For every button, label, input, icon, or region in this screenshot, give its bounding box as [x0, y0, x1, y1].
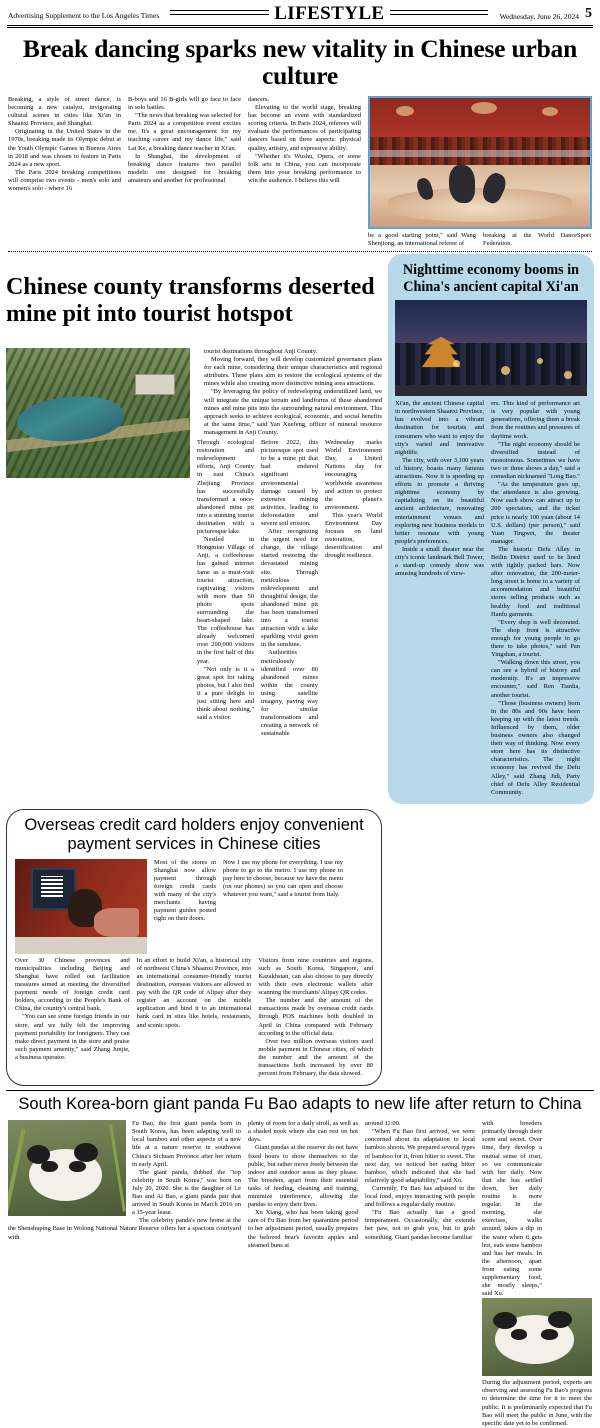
story-mine-pit — [6, 254, 382, 804]
masthead — [6, 0, 594, 23]
story-night-economy-headline: Nighttime economy booms in China's ancient capital Xi'an — [402, 262, 580, 295]
masthead-right — [499, 8, 592, 23]
photo-panda-eye-right-2 — [541, 1329, 558, 1339]
story-credit-card-bottom — [15, 957, 373, 1078]
photo-panda-eye-right — [69, 1161, 86, 1173]
story-mine-pit-columns — [197, 348, 382, 437]
story-breakdancing — [6, 28, 594, 252]
story-credit-card-column-3: Visitors from nine countries and regions, such as South Korea, Singapore, and Kazakhstan, can also choose to pay directly with their own electronic wallets after scanning the merchants' Alipay QR codes. The number and the amount of the transactions made by overseas credit cards through POS machines both doubled in April in China compared with February according to the official data. Over two million overseas visitors used mobile payment in Chinese cities, of which the number and the amount of the transactions both increased by over 80 percent from February, the data showed. — [258, 956, 374, 1078]
photo-panda-ear-right-2 — [548, 1311, 572, 1328]
story-panda-column-1: Fu Bao, the first giant panda born in South Korea, has been adapting well to local bamboo and other aspects of a new life at a nature reserve in southwest China's Sichuan Province after her return in early April. The giant panda, dubbed the "top celebrity in South Korea," was born on July 20, 2020. She is the daughter of Le Bao and Ai Bao, a giant panda pair that arrived in South Korea in March 2016 on a 15-year lease. The celebrity panda's new home at the the Shenshuping Base in Wolong National Nature Reserve offers her a spacious courtyard with — [8, 1120, 241, 1241]
photo-customer-arm — [94, 908, 139, 937]
photo-panda-ear-right — [74, 1143, 98, 1162]
story-mine-pit-headline: Chinese county transforms deserted mine pit into tourist hotspot — [6, 274, 375, 328]
story-breakdancing-jump-col-1: be a good starting point," said Wang Shenjiong, an international referee of — [368, 232, 476, 248]
story-panda-column-3: around 11:00. "When Fu Bao first arrived, we were concerned about its adaptation to local bamboo shoots. We prepared several types of bamboo for it, from bitter to sweet. The next day, we noticed her eating bitter bamboo, which indicated that she had relatively good adaptability," said Xu. Currently, Fu Bao has adjusted to the local food, enjoys interacting with people and follows a regular daily routine. "Fu Bao actually has a good temperament. Occasionally, she extends her paw, not to grab you, but to grab something. Giant pandas become familiar — [364, 1120, 475, 1241]
photo-stage-light-3 — [542, 107, 558, 116]
story-breakdancing-photo — [368, 96, 592, 229]
photo-dancer-1 — [449, 165, 475, 203]
story-panda-column-5: During the adjustment period, experts are observing and assessing Fu Bao's progress to determine the time for it to meet the public. It is preliminarily expected that Fu Bao will meet the public in June, with the specific date yet to be confirmed. — [481, 1379, 592, 1427]
story-credit-card — [6, 809, 382, 1086]
photo-stage-light-2 — [471, 102, 497, 114]
photo-city-light-4 — [564, 371, 572, 379]
story-mine-pit-photo — [6, 348, 190, 478]
story-night-economy — [388, 254, 594, 804]
story-breakdancing-column-3: dancers. Elevating to the world stage, breaking has become an event with standardized scoring criteria. In Paris 2024, referees will evaluate the performances of participating dancers based on three aspects: physical quality, artistry, and expressive ability. "Whether it's Wushu, Opera, or some folk arts in China, you can incorporate them into your breaking performance to win the audience. I believe this will — [248, 96, 361, 184]
story-credit-card-top — [15, 859, 373, 954]
story-panda — [6, 1095, 594, 1428]
photo-panda-eye-left-2 — [511, 1329, 528, 1339]
photo-counter — [15, 937, 147, 954]
section-divider-dotted — [8, 251, 592, 252]
photo-road — [395, 385, 587, 397]
story-panda-column-2: plenty of room for a daily stroll, as well as a shaded nook where she can rest on hot days. Giant pandas at the reserve do not have fixed hours to show themselves to the public, but rather move freely between the indoor and outdoor areas as they please. The breeders, apart from their essential tasks of feeding, cleaning and training, minimize interference, allowing the pandas to enjoy their lives. Xu Xiang, who has been taking good care of Fu Bao from her quarantine period to her adjustment period, usually prepares the beloved bear's favorite apples and steamed buns at — [247, 1120, 358, 1249]
credit-card-row — [6, 804, 594, 1086]
photo-qr-code — [41, 876, 62, 897]
story-mine-pit-column-3b: Wednesday marks World Environment Day, a United Nations day for encouraging worldwide awareness and action to protect the planet's environment. This year's World Environment Day focuses on land restoration, desertification and drought resilience. — [325, 439, 382, 560]
photo-city-light-3 — [537, 358, 543, 364]
masthead-section-title: LIFESTYLE — [274, 3, 385, 24]
photo-city-light-1 — [453, 360, 460, 367]
section-divider-solid — [6, 1090, 594, 1091]
story-credit-card-column-2-top: Now I use my phone for everything. I use my phone to go to the metro. I use my phone to pay here to choose, because we have the menu (on our phones) so you can open and choose whatever you want," said a tourist from Italy. — [223, 858, 343, 899]
story-credit-card-headline: Overseas credit card holders enjoy convenient payment services in Chinese cities — [24, 815, 364, 853]
story-night-economy-column-1: Xi'an, the ancient Chinese capital in northwestern Shaanxi Province, has evolved into a vibrant destination for tourists and consumers who want to enjoy the city's varied and innovative nightlife. The city, with over 3,100 years of history, boasts many famous attractions. Now it is speeding up efforts to promote a thriving nighttime economy by capitalizing on its beautiful ancient architecture, renovating entertainment venues and exploring new business models to better resonate with young people's preferences. Inside a small theater near the city's iconic landmark Bell Tower, a stand-up comedy show was amusing hundreds of view- — [395, 400, 484, 578]
story-panda-photo-b — [482, 1298, 592, 1376]
story-panda-column-4: with breeders primarily through their scent and secret. Over time, they develop a mutual sense of trust, so we communicate with her daily. Now that she has settled down, her daily routine is more regular. In the morning, she exercises, walks around, takes a dip in the water when it gets hot, eats some bamboo and has her meals. In the afternoon, apart from eating some supplementary food, she mostly sleeps," said Xu. — [481, 1120, 542, 1298]
story-mine-pit-lower-columns — [197, 439, 382, 738]
story-credit-card-column-1: Over 30 Chinese provinces and municipalities including Beijing and Shanghai have rolled out facilitation measures aimed at meeting the diversified payment needs of foreign credit card holders, according to the People's Bank of China, the country's central bank. "You can see some foreign friends in our store, and we fully felt the improving payment portability for foreigners. They can make direct payment in the store and praise such payment amenity," said Zhang Junjie, a business operator. — [15, 956, 130, 1061]
story-panda-left-block — [8, 1120, 241, 1428]
story-breakdancing-body — [8, 96, 592, 229]
masthead-rule-left — [170, 10, 269, 15]
masthead-rule-right — [390, 10, 489, 15]
story-breakdancing-headline: Break dancing sparks new vitality in Chinese urban culture — [22, 34, 578, 90]
photo-panda-eye-left — [41, 1161, 58, 1173]
story-breakdancing-column-1: Breaking, a style of street dance, is becoming a new catalyst, invigorating cultural scenes in cities like Xi'an in Shaanxi Province, and Shanghai. Originating in the United States in the 1970s, breaking made its Olympic debut at the Youth Olympic Games in Buenos Aires in 2018 and was chosen to feature in Paris 2024 as a new sport. The Paris 2024 breaking competitions will comprise two events - men's solo and women's solo - where 16 — [8, 96, 121, 193]
story-panda-headline: South Korea-born giant panda Fu Bao adapts to new life after return to China — [18, 1095, 582, 1114]
photo-city-light-2 — [501, 366, 510, 375]
story-panda-body — [8, 1120, 592, 1428]
story-credit-card-column-1-top: Most of the stores in Shanghai now allow payment through foreign credit cards with many of the city's merchants having payment guides posted right on their doors. — [154, 858, 216, 923]
story-breakdancing-jump — [8, 232, 592, 248]
story-mine-pit-column-3: tourist destinations throughout Anji County. Moving forward, they will develop customized governance plans for each mine, considering their unique characteristics and regional attributes. These plans aim to restore the ecological systems of the mines while also creating more distinctive mining area attractions. "By leveraging the policy of redeveloping underutilized land, we will integrate the unique terrain and landforms of these abandoned mines and mine pits into the surrounding natural environment. This approach seeks to achieve ecological, economic, and social benefits at the same time," said Yan Xuefeng, officer of mineral resource management in Anji County. — [204, 348, 382, 436]
story-night-economy-photo — [395, 300, 587, 396]
story-night-economy-column-2: ers. This kind of performance art is very popular with young generations, offering them a break from the routines and pressures of daytime work. "The night economy should be diversified instead of monotonous. Sometimes we have two or three shows a day," said a comedian nicknamed "Long Bao." "As the temperature goes up, the attendance is also growing. Now each show can attract up to 200 spectators, and the ticket price is nearly 100 yuan (about 14 U.S. dollars) (per person)," said Yuan Tingwei, the theater manager. The historic Defu Alley in Beilin District used to be lined with tightly packed bars. Now after renovation, the 200-meter-long street is home to a variety of accommodation and beautiful stores selling products such as healthy food and traditional Hanfu garments. "Every shop is well decorated. The shop front is attractive enough for young people to go there to take photos," said Pan Yingshan, a tourist. "Walking down this street, you can see a hybrid of history and modernity. It's an impressive encounter," said Ren Tianlia, another tourist. "Those (business owners) born in the 80s and 90s have been keeping up with the latest trends. Influenced by them, older business owners also changed their way of thinking. Now every store here has its distinctive characteristics. The night economy has revived the Defu Alley," said Zhang Jidi, Party chief of Defu Alley Residential Community. — [491, 400, 580, 796]
masthead-center — [159, 4, 499, 23]
story-breakdancing-jump-col-2: breaking at the World DanceSport Federation. — [483, 232, 591, 248]
story-panda-right-block — [482, 1120, 592, 1428]
story-mine-pit-column-2: Before 2022, this picturesque spot used to be a mine pit that had endured significant environmental damage caused by extensive mining activities, leading to deforestation and severe soil erosion. After recognizing the urgent need for change, the village started restoring the devastated mining site. Through meticulous redevelopment and thoughtful design, the abandoned mine pit has been transformed into a tourist attraction with a lake sparkling vivid green in the sunshine. Authorities meticulously identified over 80 abandoned mines within the county using satellite imagery, paving way for similar transformations and creating a network of sustainable — [261, 439, 318, 738]
middle-section — [6, 254, 594, 804]
story-credit-card-photo — [15, 859, 147, 954]
masthead-date: Wednesday, June 26, 2024 — [499, 12, 579, 21]
masthead-page-number: 5 — [585, 6, 592, 22]
story-panda-photo-a — [8, 1120, 126, 1216]
masthead-supplement-line: Advertising Supplement to the Los Angeles Times — [8, 11, 160, 20]
story-night-economy-wrapper — [388, 254, 594, 804]
photo-light-band — [370, 150, 590, 158]
photo-stage-light-1 — [396, 106, 414, 116]
photo-coffeehouse — [135, 374, 175, 395]
story-mine-pit-column-1: Through ecological restoration and redevelopment efforts, Anji County in east China's Zhejiang Province has successfully transformed a once-abandoned mine pit into a stunning tourist destination with a picturesque lake. Nestled in Hongmiao Village of Anji, a coffeehouse has gained internet fame as a must-visit tourist attraction, captivating visitors with more than 50 photo spots surrounding the heart-shaped lake. The coffeehouse has already welcomed over 200,000 visitors in the first half of this year. "Not only is it a great spot for taking photos, but I also find it a pure delight to just sitting here and think about nothing," said a visitor. — [197, 439, 254, 722]
story-credit-card-column-2: In an effort to build Xi'an, a historical city of northwest China's Shaanxi Province, into an international consumer-friendly tourist destination, overseas visitors are allowed to pay with the QR code of Alipay after they register an account on the mobile application and bind it to an international bank card in sites like hotels, restaurants, and scenic spots. — [136, 956, 252, 1029]
story-night-economy-columns — [395, 400, 587, 797]
story-breakdancing-column-2: B-boys and 16 B-girls will go face to face in solo battles. "The news that breaking was selected for Paris 2024 as a competition event excites me. It's a great encouragement for my teaching career and my dance life," said Lai Ke, a breaking dance teacher in Xi'an. In Shanghai, the development of breaking dance features two parallel models: one designed for breaking amateurs and another for professional — [128, 96, 241, 184]
photo-dance-mat — [388, 188, 573, 222]
